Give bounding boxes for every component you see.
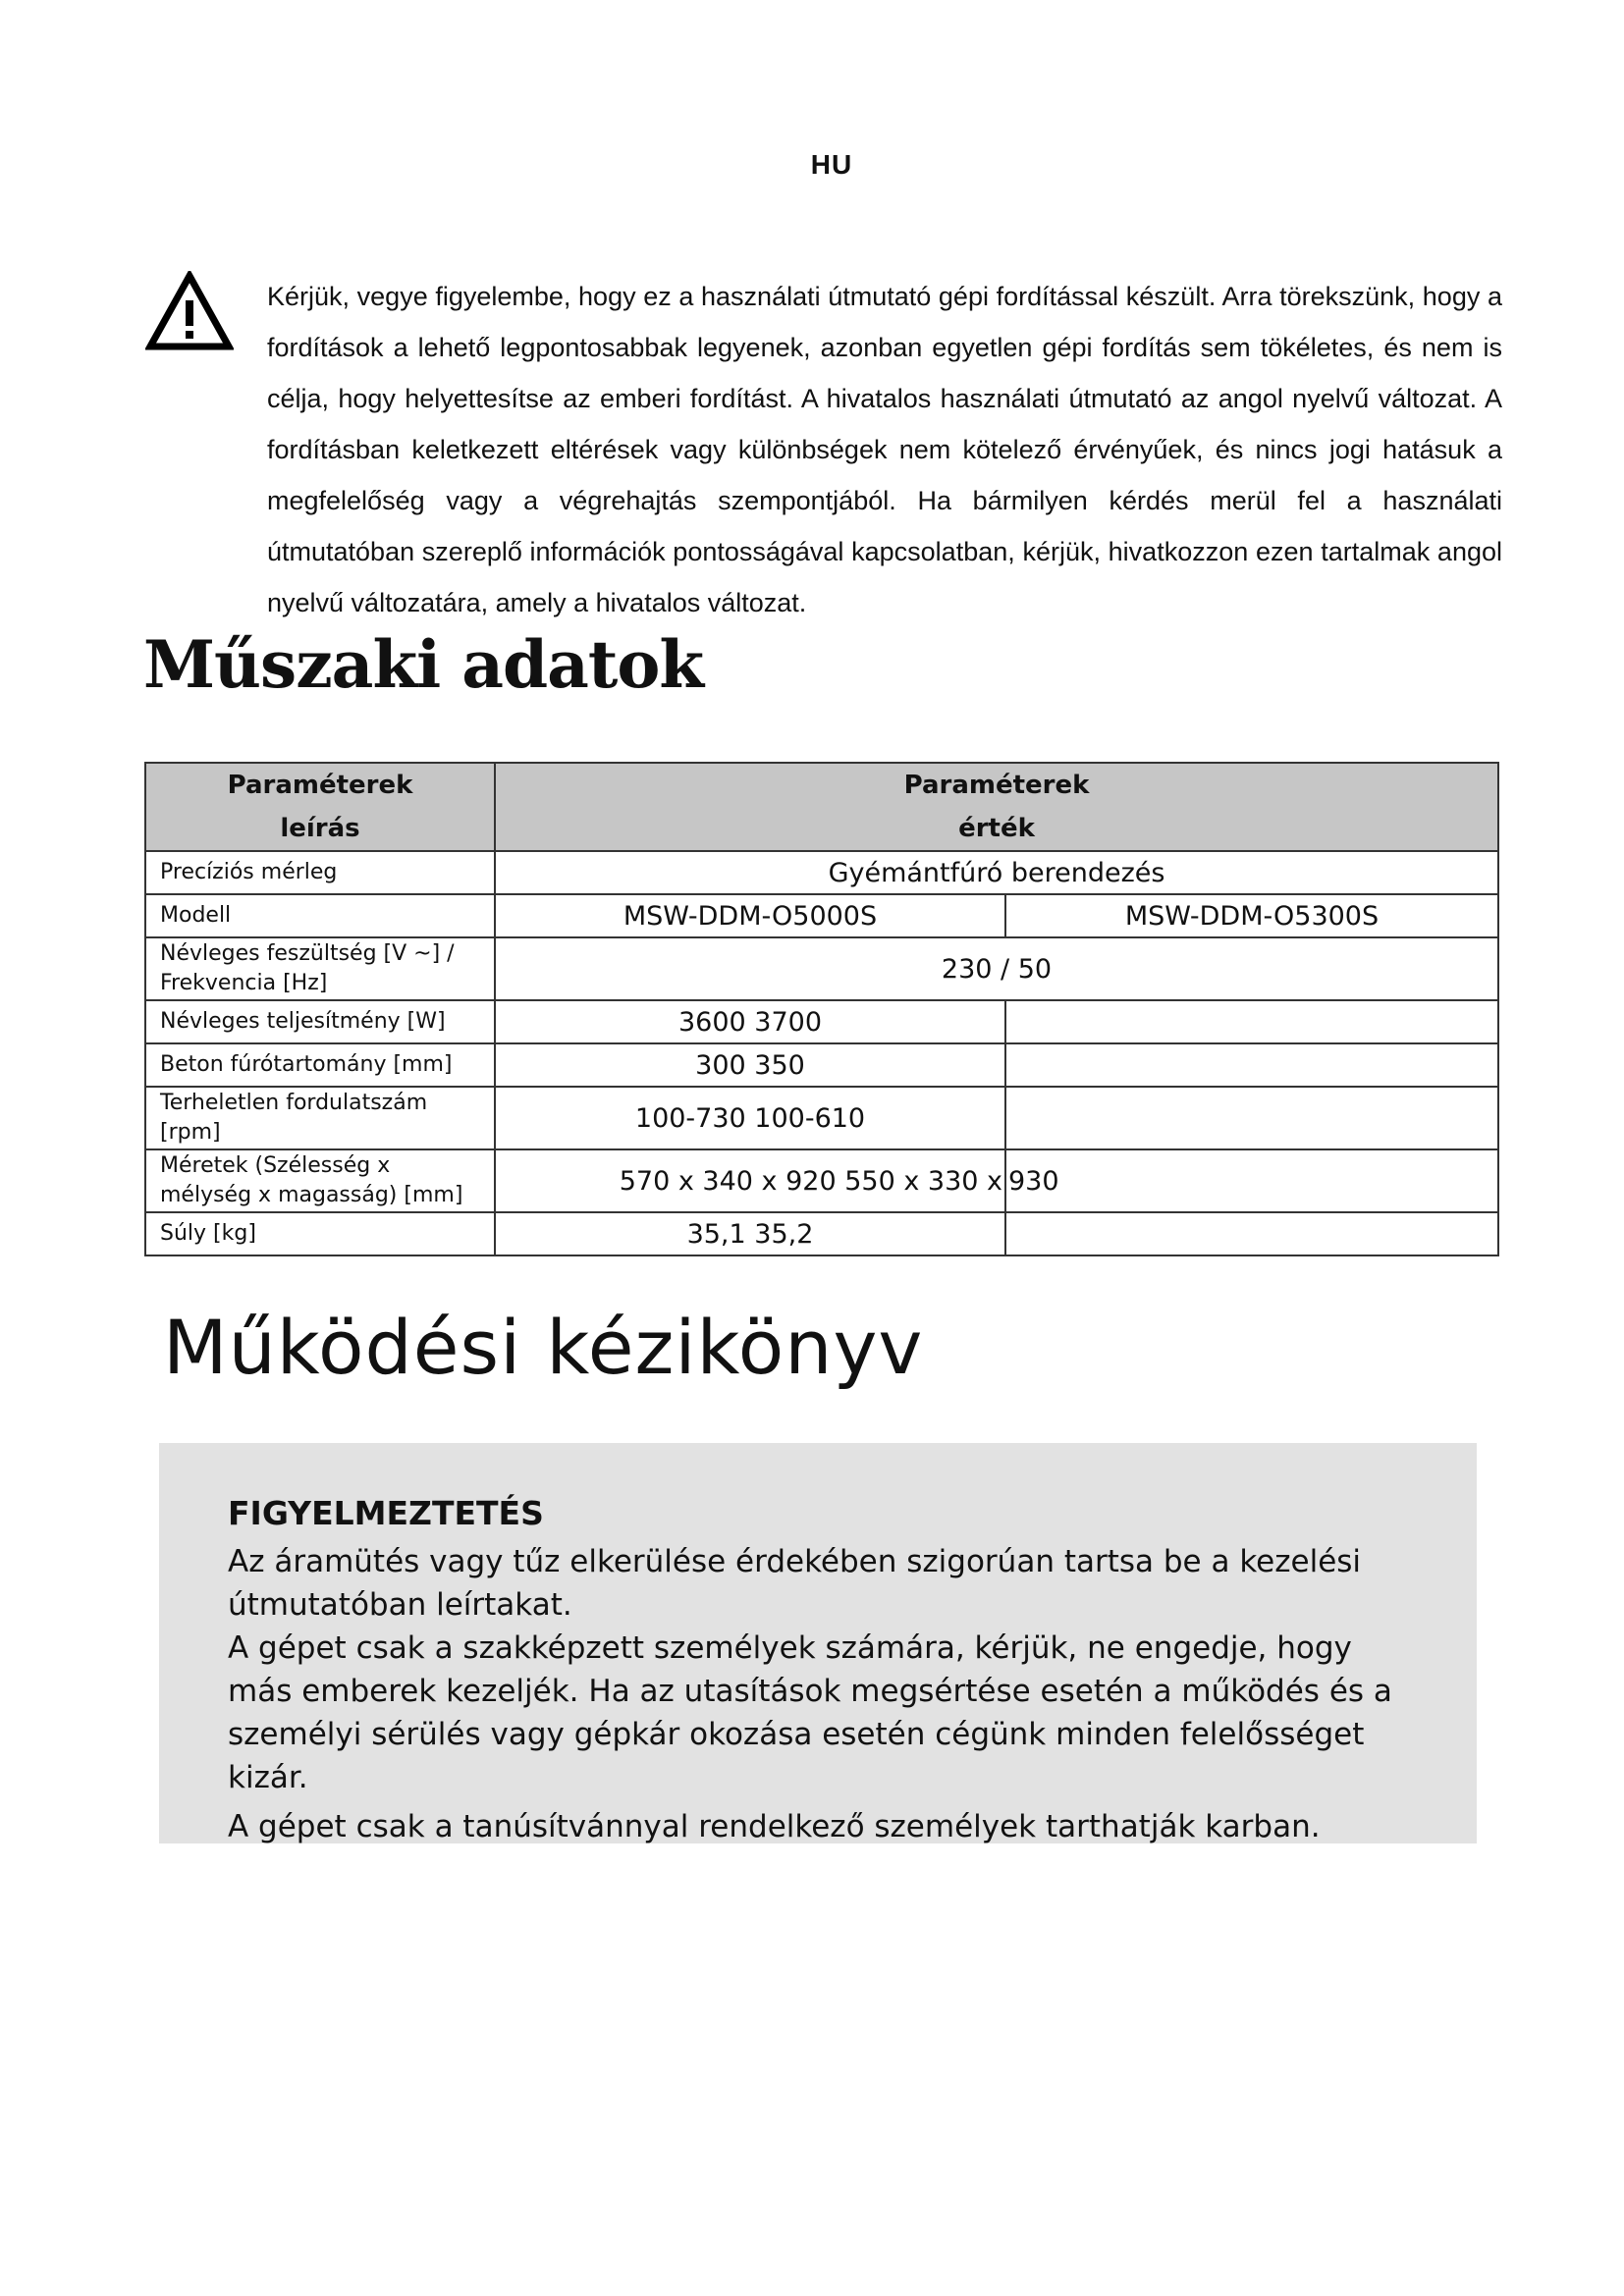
row-label: Névleges feszültség [V ~] / Frekvencia [Hz]	[145, 937, 495, 1000]
row-label: Modell	[145, 894, 495, 937]
warning-box	[159, 1443, 1477, 1843]
row-value: 230 / 50	[495, 937, 1498, 1000]
table-row	[145, 1043, 1498, 1087]
header-value-line2: érték	[958, 814, 1035, 843]
row-value-a: 300 350	[495, 1043, 1005, 1087]
disclaimer-text: Kérjük, vegye figyelembe, hogy ez a használati útmutató gépi fordítással készült. Arra törekszünk, hogy a fordítások a lehető legpontosabbak legyenek, azonban egyetlen gépi fordítás sem tökéletes, és nem is célja, hogy helyettesítse az emberi fordítást. A hivatalos használati útmutató az angol nyelvű változat. A fordításban keletkezett eltérések vagy különbségek nem kötelező érvényűek, és nincs jogi hatásuk a megfelelőség vagy a végrehajtás szempontjából. Ha bármilyen kérdés merül fel a használati útmutatóban szereplő információk pontosságával kapcsolatban, kérjük, hivatkozzon ezen tartalmak angol nyelvű változatára, amely a hivatalos változat.	[267, 282, 1502, 617]
header-description-line2: leírás	[280, 814, 360, 843]
header-description-line1: Paraméterek	[227, 771, 413, 800]
warning-paragraph: A gépet csak a tanúsítvánnyal rendelkező személyek tarthatják karban.	[228, 1809, 1321, 1844]
row-value-b: MSW-DDM-O5300S	[1005, 894, 1498, 937]
header-description	[145, 763, 495, 851]
table-row	[145, 937, 1498, 1000]
warning-paragraph: Az áramütés vagy tűz elkerülése érdekében szigorúan tartsa be a kezelési útmutatóban leírtakat.	[228, 1544, 1362, 1623]
language-code: HU	[810, 149, 853, 180]
row-value-a: 35,1 35,2	[495, 1212, 1005, 1255]
header-value	[495, 763, 1498, 851]
header-value-line1: Paraméterek	[903, 771, 1090, 800]
row-label: Névleges teljesítmény [W]	[145, 1000, 495, 1043]
row-label: Beton fúrótartomány [mm]	[145, 1043, 495, 1087]
warning-title: FIGYELMEZTETÉS	[228, 1494, 544, 1532]
specs-table	[144, 762, 1499, 1256]
row-label: Méretek (Szélesség x mélység x magasság) [mm]	[145, 1149, 495, 1212]
translation-disclaimer	[267, 271, 1502, 628]
row-value-b	[1005, 1087, 1498, 1149]
specs-header-row	[145, 763, 1498, 851]
row-value-a: MSW-DDM-O5000S	[495, 894, 1005, 937]
row-value-a: 570 x 340 x 920 550 x 330 x	[495, 1149, 1005, 1212]
row-value-a: 3600 3700	[495, 1000, 1005, 1043]
table-row	[145, 894, 1498, 937]
row-value: Gyémántfúró berendezés	[495, 851, 1498, 894]
manual-title: Működési kézikönyv	[163, 1304, 924, 1391]
row-value-a: 100-730 100-610	[495, 1087, 1005, 1149]
row-label: Súly [kg]	[145, 1212, 495, 1255]
warning-triangle-icon	[145, 271, 234, 351]
row-value-b: 930	[1005, 1149, 1498, 1212]
table-row	[145, 1000, 1498, 1043]
warning-paragraph: A gépet csak a szakképzett személyek számára, kérjük, ne engedje, hogy más emberek kezeljék. Ha az utasítások megsértése esetén a működés és a személyi sérülés vagy gépkár okozása esetén cégünk minden felelősséget kizár.	[228, 1630, 1392, 1795]
row-label: Precíziós mérleg	[145, 851, 495, 894]
row-label: Terheletlen fordulatszám [rpm]	[145, 1087, 495, 1149]
specs-title: Műszaki adatok	[143, 626, 704, 703]
row-value-b	[1005, 1212, 1498, 1255]
table-row	[145, 1149, 1498, 1212]
table-row	[145, 1212, 1498, 1255]
row-value-b	[1005, 1000, 1498, 1043]
row-value-b	[1005, 1043, 1498, 1087]
table-row	[145, 851, 1498, 894]
table-row	[145, 1087, 1498, 1149]
